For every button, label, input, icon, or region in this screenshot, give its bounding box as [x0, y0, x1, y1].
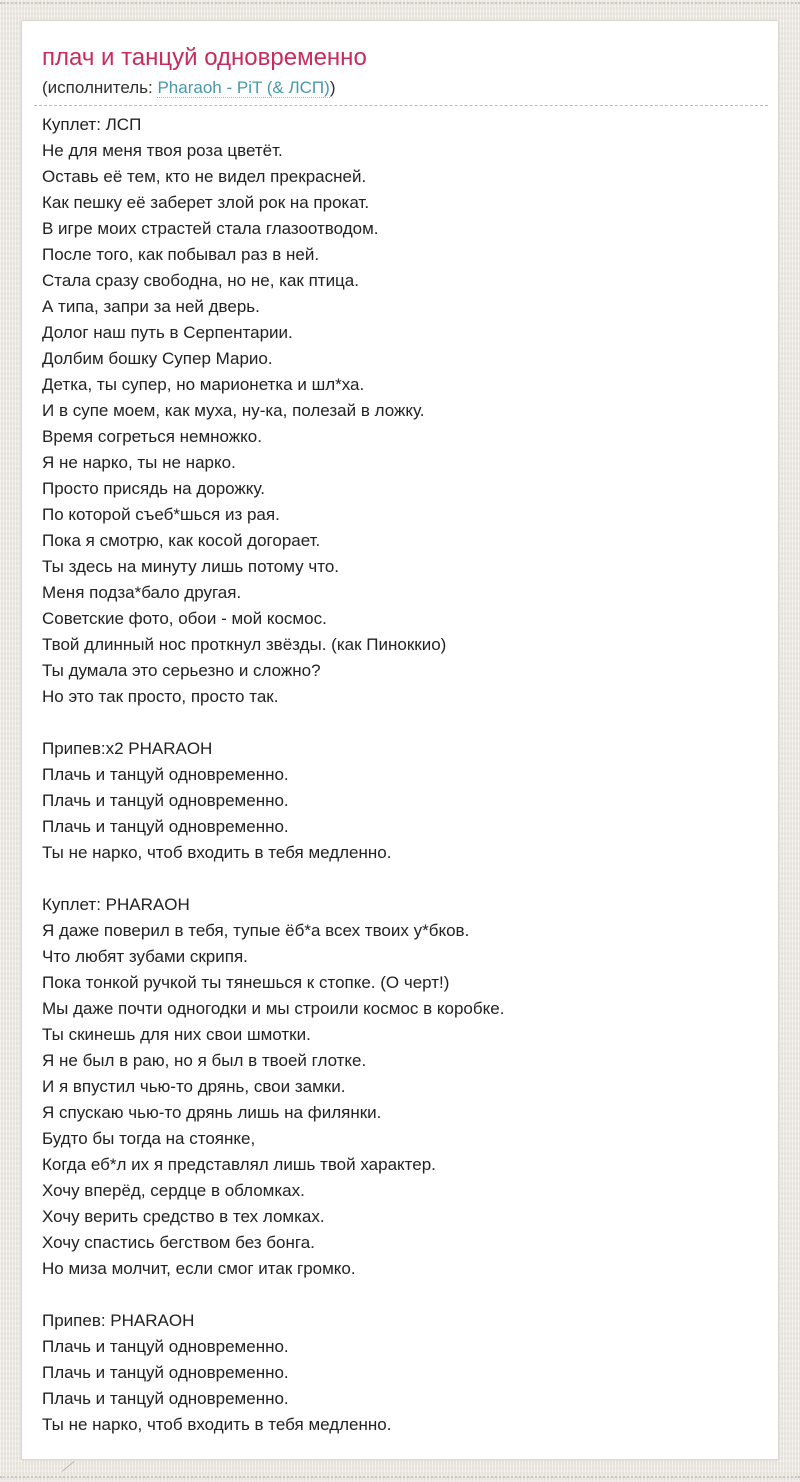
lyric-line: Но миза молчит, если смог итак громко.	[42, 1259, 356, 1278]
lyric-line: Припев: PHARAOH	[42, 1311, 195, 1330]
lyric-line: По которой съеб*шься из рая.	[42, 505, 280, 524]
lyrics-text	[22, 106, 778, 1438]
lyric-line: Но это так просто, просто так.	[42, 687, 279, 706]
artist-link[interactable]: Pharaoh - PiT (& ЛСП)	[157, 78, 330, 97]
card-header	[22, 21, 778, 98]
artist-line	[42, 78, 758, 98]
lyric-line	[42, 710, 758, 736]
lyric-line: А типа, запри за ней дверь.	[42, 297, 260, 316]
lyric-line: Я не нарко, ты не нарко.	[42, 453, 236, 472]
lyric-line: После того, как побывал раз в ней.	[42, 245, 320, 264]
lyric-line: Куплет: PHARAOH	[42, 895, 190, 914]
song-title: плач и танцуй одновременно	[42, 44, 367, 71]
lyric-line: Мы даже почти одногодки и мы строили космос в коробке.	[42, 999, 505, 1018]
lyric-line: Ты здесь на минуту лишь потому что.	[42, 557, 339, 576]
lyric-line: Меня подза*бало другая.	[42, 583, 242, 602]
lyric-line: Не для меня твоя роза цветёт.	[42, 141, 283, 160]
lyric-line: Пока тонкой ручкой ты тянешься к стопке. (О черт!)	[42, 973, 450, 992]
lyric-line: Когда еб*л их я представлял лишь твой характер.	[42, 1155, 436, 1174]
artist-label: (исполнитель:	[42, 78, 158, 97]
lyric-line: Я даже поверил в тебя, тупые ёб*а всех твоих у*бков.	[42, 921, 470, 940]
lyric-line: Долог наш путь в Серпентарии.	[42, 323, 293, 342]
lyric-line: Хочу спастись бегством без бонга.	[42, 1233, 315, 1252]
lyric-line: Будто бы тогда на стоянке,	[42, 1129, 256, 1148]
lyrics-card	[21, 20, 779, 1460]
lyric-line: Хочу верить средство в тех ломках.	[42, 1207, 325, 1226]
lyric-line: И в супе моем, как муха, ну-ка, полезай в ложку.	[42, 401, 425, 420]
lyric-line: И я впустил чью-то дрянь, свои замки.	[42, 1077, 346, 1096]
lyric-line: Плачь и танцуй одновременно.	[42, 817, 289, 836]
lyric-line: Куплет: ЛСП	[42, 115, 142, 134]
artist-suffix: )	[329, 78, 336, 97]
lyric-line	[42, 1282, 758, 1308]
page-bottom-dotted-rule	[0, 1476, 800, 1478]
texture-scratch	[62, 1461, 75, 1472]
lyric-line: Ты скинешь для них свои шмотки.	[42, 1025, 311, 1044]
lyric-line: Хочу вперёд, сердце в обломках.	[42, 1181, 305, 1200]
lyric-line: В игре моих страстей стала глазоотводом.	[42, 219, 379, 238]
lyric-line: Плачь и танцуй одновременно.	[42, 791, 289, 810]
lyric-line: Детка, ты супер, но марионетка и шл*ха.	[42, 375, 365, 394]
lyric-line: Я спускаю чью-то дрянь лишь на филянки.	[42, 1103, 382, 1122]
lyric-line: Плачь и танцуй одновременно.	[42, 1337, 289, 1356]
lyric-line: Ты думала это серьезно и сложно?	[42, 661, 321, 680]
lyric-line: Пока я смотрю, как косой догорает.	[42, 531, 321, 550]
lyric-line: Оставь её тем, кто не видел прекрасней.	[42, 167, 367, 186]
lyric-line: Твой длинный нос проткнул звёзды. (как Пиноккио)	[42, 635, 447, 654]
lyric-line: Стала сразу свободна, но не, как птица.	[42, 271, 359, 290]
page-top-dotted-rule	[0, 2, 800, 4]
lyric-line: Ты не нарко, чтоб входить в тебя медленно.	[42, 843, 392, 862]
lyric-line: Как пешку её заберет злой рок на прокат.	[42, 193, 370, 212]
lyric-line: Что любят зубами скрипя.	[42, 947, 248, 966]
lyric-line: Плачь и танцуй одновременно.	[42, 765, 289, 784]
lyric-line: Долбим бошку Супер Марио.	[42, 349, 273, 368]
lyric-line: Советские фото, обои - мой космос.	[42, 609, 327, 628]
lyric-line: Просто присядь на дорожку.	[42, 479, 265, 498]
lyric-line: Время согреться немножко.	[42, 427, 262, 446]
lyric-line: Припев:x2 PHARAOH	[42, 739, 213, 758]
lyric-line: Плачь и танцуй одновременно.	[42, 1389, 289, 1408]
lyric-line: Плачь и танцуй одновременно.	[42, 1363, 289, 1382]
lyric-line: Я не был в раю, но я был в твоей глотке.	[42, 1051, 367, 1070]
lyric-line	[42, 866, 758, 892]
lyric-line: Ты не нарко, чтоб входить в тебя медленно.	[42, 1415, 392, 1434]
